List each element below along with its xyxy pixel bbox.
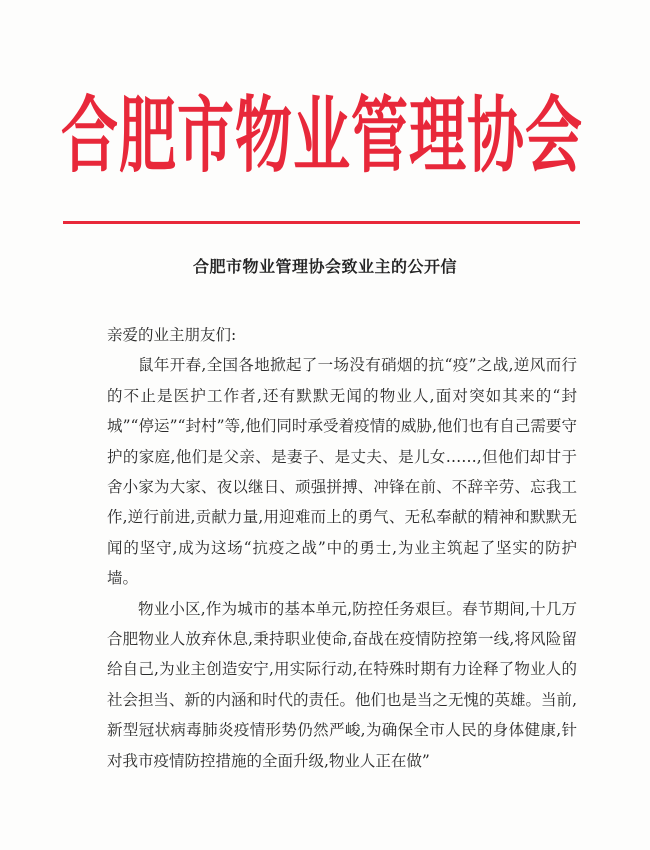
salutation: 亲爱的业主朋友们: (107, 326, 237, 344)
letter-title: 合肥市物业管理协会致业主的公开信 (192, 257, 457, 276)
red-divider-line (63, 221, 580, 224)
letter-body (107, 320, 577, 776)
paragraph-1: 鼠年开春,全国各地掀起了一场没有硝烟的抗“疫”之战,逆风而行的不止是医护工作者,还有默默无闻的物业人,面对突如其来的“封城”“停运”“封村”等,他们同时承受着疫情的威胁,他们也有自己需要守护的家庭,他们是父亲、是妻子、是丈夫、是儿女……,但他们却甘于舍小家为大家、夜以继日、顽强拼搏、冲锋在前、不辞辛劳、忘我工作,逆行前进,贡献力量,用迎难而上的勇气、无私奉献的精神和默默无闻的坚守,成为这场“抗疫之战”中的勇士,为业主筑起了坚实的防护墙。 (107, 356, 577, 588)
paragraph-2: 物业小区,作为城市的基本单元,防控任务艰巨。春节期间,十几万合肥物业人放弃休息,秉持职业使命,奋战在疫情防控第一线,将风险留给自己,为业主创造安宁,用实际行动,在特殊时期有力诠释了物业人的社会担当、新的内涵和时代的责任。他们也是当之无愧的英雄。当前,新型冠状病毒肺炎疫情形势仍然严峻,为确保全市人民的身体健康,针对我市疫情防控措施的全面升级,物业人正在做” (107, 599, 577, 770)
organization-masthead: 合肥市物业管理协会 (61, 86, 583, 185)
